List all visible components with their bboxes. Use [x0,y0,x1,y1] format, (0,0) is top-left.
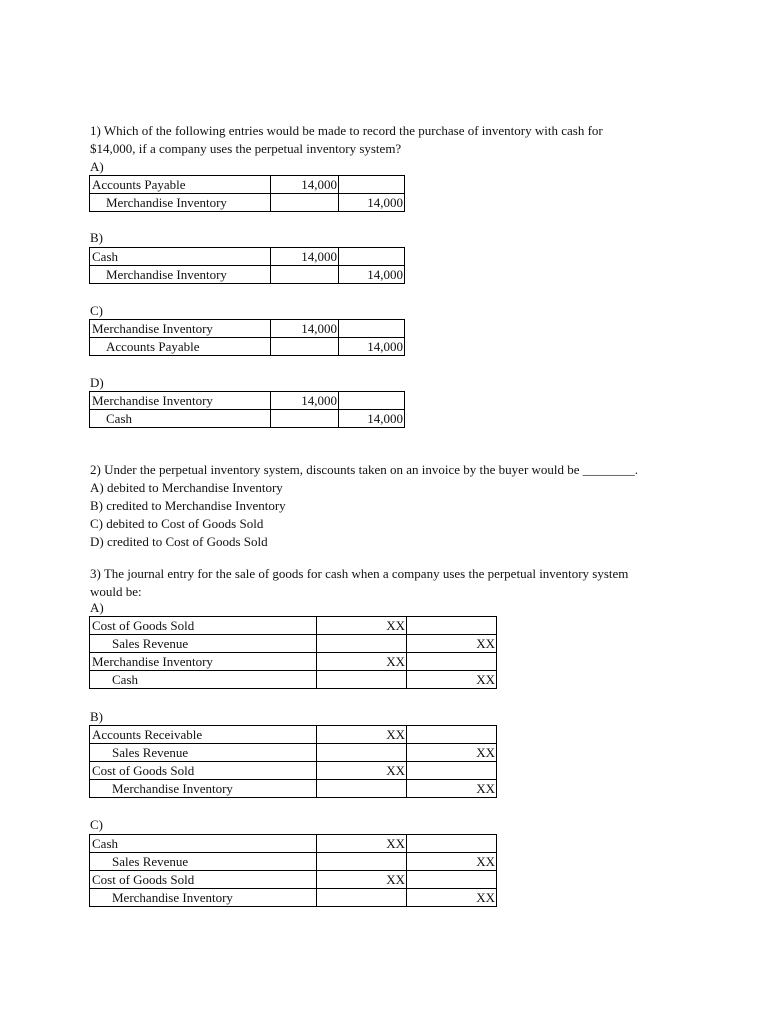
debit-cell: XX [317,726,407,744]
credit-cell: 14,000 [339,410,405,428]
credit-cell: 14,000 [339,266,405,284]
debit-cell [317,889,407,907]
credit-cell [407,835,497,853]
table-row [90,320,405,338]
q1-option-b-label: B) [90,230,103,245]
question-3 [90,565,680,601]
table-row [90,671,497,689]
credit-cell: XX [407,635,497,653]
q1-option-c-journal-table [89,319,405,356]
q2-choice-d: D) credited to Cost of Goods Sold [90,534,268,549]
credit-cell: 14,000 [339,194,405,212]
debit-cell [271,194,339,212]
credit-cell [407,726,497,744]
table-row [90,780,497,798]
table-row [90,889,497,907]
account-cell: Merchandise Inventory [90,320,271,338]
table-row [90,176,405,194]
debit-cell: XX [317,762,407,780]
question-1 [90,122,680,158]
table-row [90,194,405,212]
q1-option-b-journal-table [89,247,405,284]
debit-cell: XX [317,871,407,889]
credit-cell: XX [407,889,497,907]
question-1-text-line-1: 1) Which of the following entries would be made to record the purchase of inventory with cash for [90,123,603,138]
credit-cell [339,320,405,338]
credit-cell [339,248,405,266]
account-cell: Accounts Receivable [90,726,317,744]
table-row [90,338,405,356]
table-row [90,392,405,410]
debit-cell [317,853,407,871]
table-row [90,762,497,780]
account-cell: Cost of Goods Sold [90,617,317,635]
account-cell: Merchandise Inventory [90,653,317,671]
table-row [90,744,497,762]
q1-option-a-journal-table [89,175,405,212]
table-row [90,653,497,671]
q3-option-c-label: C) [90,817,103,832]
debit-cell: 14,000 [271,248,339,266]
account-cell: Cash [90,410,271,428]
q2-choice-c: C) debited to Cost of Goods Sold [90,516,264,531]
account-cell: Cost of Goods Sold [90,871,317,889]
credit-cell: XX [407,744,497,762]
account-cell: Sales Revenue [90,744,317,762]
debit-cell: 14,000 [271,176,339,194]
table-row [90,871,497,889]
q3-option-c-journal-table [89,834,497,907]
table-row [90,853,497,871]
table-row [90,617,497,635]
account-cell: Sales Revenue [90,853,317,871]
question-3-text-line-2: would be: [90,584,142,599]
account-cell: Sales Revenue [90,635,317,653]
debit-cell [317,744,407,762]
table-row [90,635,497,653]
account-cell: Accounts Payable [90,338,271,356]
question-2 [90,461,680,551]
credit-cell [339,176,405,194]
debit-cell [317,780,407,798]
account-cell: Cash [90,248,271,266]
question-2-text: 2) Under the perpetual inventory system, discounts taken on an invoice by the buyer would be ________. [90,462,639,477]
table-row [90,266,405,284]
question-1-text-line-2: $14,000, if a company uses the perpetual inventory system? [90,141,402,156]
q2-choice-b: B) credited to Merchandise Inventory [90,498,286,513]
debit-cell [317,671,407,689]
credit-cell [339,392,405,410]
q3-option-b-journal-table [89,725,497,798]
debit-cell: 14,000 [271,392,339,410]
debit-cell: XX [317,653,407,671]
credit-cell: XX [407,853,497,871]
q1-option-d-journal-table [89,391,405,428]
account-cell: Merchandise Inventory [90,194,271,212]
credit-cell: XX [407,780,497,798]
credit-cell [407,871,497,889]
credit-cell: XX [407,671,497,689]
q1-option-a-label: A) [90,159,104,174]
debit-cell: XX [317,835,407,853]
debit-cell: 14,000 [271,320,339,338]
account-cell: Accounts Payable [90,176,271,194]
account-cell: Merchandise Inventory [90,392,271,410]
table-row [90,410,405,428]
account-cell: Merchandise Inventory [90,889,317,907]
account-cell: Cost of Goods Sold [90,762,317,780]
debit-cell [271,338,339,356]
credit-cell [407,617,497,635]
q3-option-a-journal-table [89,616,497,689]
account-cell: Merchandise Inventory [90,780,317,798]
credit-cell [407,762,497,780]
question-3-text-line-1: 3) The journal entry for the sale of goods for cash when a company uses the perpetual inventory system [90,566,629,581]
q1-option-d-label: D) [90,375,104,390]
debit-cell: XX [317,617,407,635]
credit-cell: 14,000 [339,338,405,356]
q3-option-b-label: B) [90,709,103,724]
q2-choice-a: A) debited to Merchandise Inventory [90,480,283,495]
q1-option-c-label: C) [90,303,103,318]
q3-option-a-label: A) [90,600,104,615]
table-row [90,248,405,266]
table-row [90,835,497,853]
table-row [90,726,497,744]
account-cell: Cash [90,671,317,689]
debit-cell [317,635,407,653]
debit-cell [271,266,339,284]
credit-cell [407,653,497,671]
account-cell: Merchandise Inventory [90,266,271,284]
debit-cell [271,410,339,428]
account-cell: Cash [90,835,317,853]
